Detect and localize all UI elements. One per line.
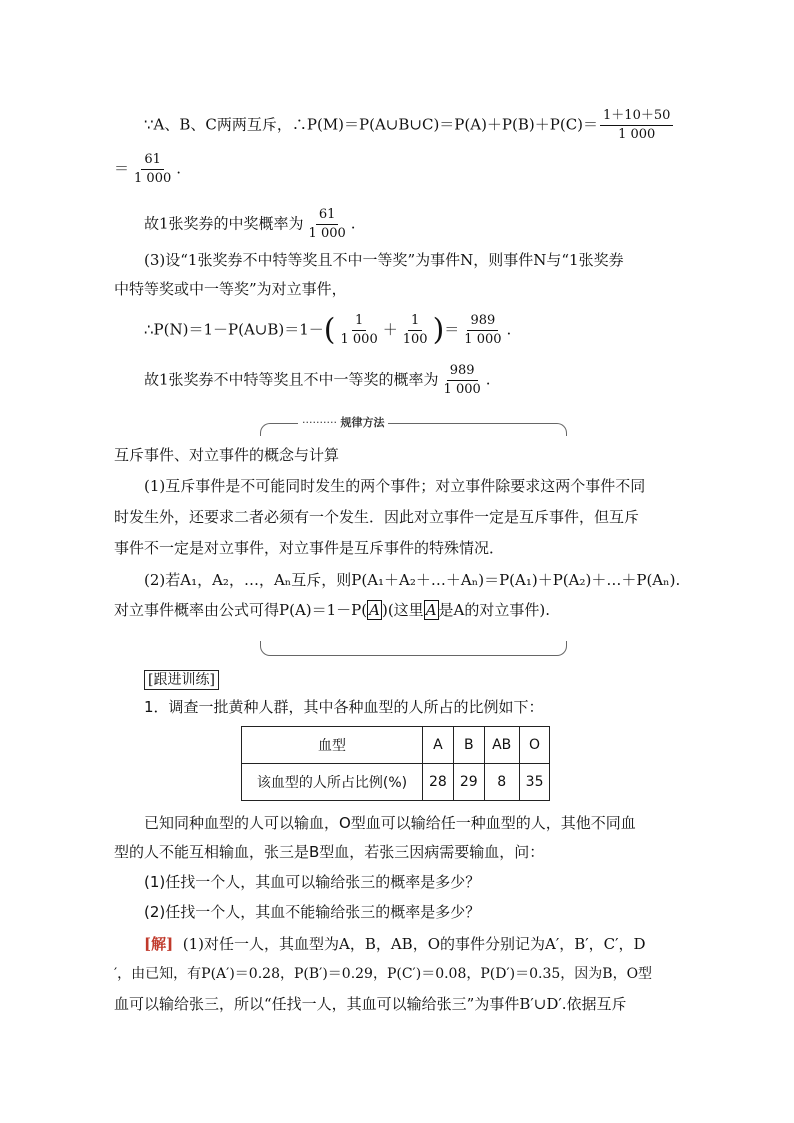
method-p1-line-3: 事件不一定是对立事件，对立事件是互斥事件的特殊情况． — [114, 539, 505, 557]
fraction-denominator: 1 000 — [443, 382, 481, 397]
equals-sign: ＝ — [114, 159, 130, 178]
complement-a-box: A — [369, 601, 380, 619]
fraction-1-100 — [400, 313, 431, 348]
fraction-denominator: 1 000 — [340, 332, 378, 347]
solution-line-6 — [144, 313, 511, 348]
question-1-part-a: (1)任找一个人，其血可以输给张三的概率是多少？ — [144, 873, 481, 891]
solution-line-3 — [144, 207, 356, 242]
solution-line-6-text: ∴P(N)＝1－P(A∪B)＝1－ — [144, 320, 324, 339]
fraction-numerator: 1 — [408, 313, 422, 331]
solution-line-1-text: ∵A、B、C两两互斥，∴P(M)＝P(A∪B∪C)＝P(A)＋P(B)＋P(C)＝ — [144, 115, 599, 134]
fraction-denominator: 1 000 — [464, 332, 502, 347]
complement-a-box: A — [425, 601, 437, 619]
method-box-bottom-border — [260, 641, 567, 656]
fraction-61-sum — [600, 108, 673, 143]
method-p1-line-1: (1)互斥事件是不可能同时发生的两个事件；对立事件除要求这两个事件不同 — [144, 477, 646, 495]
answer-line-1 — [144, 934, 646, 954]
method-p1-line-2: 时发生外，还要求二者必须有一个发生．因此对立事件一定是互斥事件，但互斥 — [114, 508, 640, 526]
method-box-title-label: 规律方法 — [340, 416, 385, 429]
answer-tag: [解] — [144, 935, 174, 953]
solution-line-3-text: 故1张奖券的中奖概率为 — [144, 214, 304, 233]
fraction-win-probability — [306, 207, 349, 242]
answer-line-3: 血可以输给张三，所以“任找一人，其血可以输给张三”为事件B′∪D′.依据互斥 — [114, 995, 627, 1013]
question-1-line-2: 已知同种血型的人可以输血，O型血可以输给任一种血型的人，其他不同血 — [144, 814, 636, 832]
table-cell: 该血型的人所占比例(%) — [242, 764, 423, 801]
fraction-denominator: 1 000 — [134, 171, 172, 186]
table-header-cell: B — [453, 727, 484, 764]
fraction-numerator: 61 — [141, 152, 164, 170]
formula-text: 对立事件概率由公式可得P(A)＝1－P( — [114, 601, 368, 619]
left-paren: ( — [323, 312, 336, 348]
table-header-cell: AB — [484, 727, 519, 764]
solution-line-7-text: 故1张奖券不中特等奖且不中一等奖的概率为 — [144, 370, 439, 389]
formula-text: 是A的对立事件). — [438, 601, 550, 619]
method-p2-line-2 — [114, 600, 550, 620]
table-cell: 29 — [453, 764, 484, 801]
method-title: 互斥事件、对立事件的概念与计算 — [114, 446, 340, 464]
table-cell: 8 — [484, 764, 519, 801]
dots-decoration: ·········· — [302, 416, 337, 429]
fraction-denominator: 1 000 — [308, 226, 346, 241]
fraction-denominator: 100 — [402, 332, 428, 347]
solution-line-7 — [144, 363, 491, 398]
plus-sign: ＋ — [382, 320, 398, 339]
fraction-no-prize-probability — [441, 363, 484, 398]
table-header-cell: O — [519, 727, 550, 764]
fraction-denominator: 1 000 — [618, 127, 656, 142]
fraction-989-1000 — [461, 313, 504, 348]
method-p2-line-1: (2)若A₁，A₂，…，Aₙ互斥，则P(A₁＋A₂＋…＋Aₙ)＝P(A₁)＋P(A₂)＋…＋P(Aₙ). — [144, 571, 681, 589]
period: . — [350, 214, 356, 233]
table-row — [242, 727, 550, 764]
table-cell: 28 — [423, 764, 454, 801]
fraction-numerator: 1 — [352, 313, 366, 331]
question-1: 1．调查一批黄种人群，其中各种血型的人所占的比例如下： — [144, 698, 544, 716]
table-header-cell: 血型 — [242, 727, 423, 764]
table-cell: 35 — [519, 764, 550, 801]
question-1-part-b: (2)任找一个人，其血不能输给张三的概率是多少？ — [144, 903, 481, 921]
fraction-numerator: 989 — [467, 313, 498, 331]
right-paren: ) — [432, 312, 445, 348]
solution-line-2 — [114, 152, 181, 187]
period: . — [506, 320, 512, 339]
equals-sign: ＝ — [444, 320, 460, 339]
period: . — [485, 370, 491, 389]
question-1-line-3: 型的人不能互相输血，张三是B型血，若张三因病需要输血，问： — [114, 843, 545, 861]
fraction-numerator: 1＋10＋50 — [600, 108, 673, 126]
practice-tag: [跟进训练] — [144, 670, 219, 690]
answer-line-1-text: (1)对任一人，其血型为A，B，AB，O的事件分别记为A′，B′，C′，D — [182, 935, 646, 953]
blood-type-table — [241, 726, 550, 801]
fraction-1-1000 — [338, 313, 381, 348]
solution-line-1 — [144, 108, 675, 143]
solution-line-5: 中特等奖或中一等奖”为对立事件， — [114, 280, 347, 298]
fraction-numerator: 989 — [447, 363, 478, 381]
method-box-label — [298, 414, 388, 430]
table-row — [242, 764, 550, 801]
answer-line-2: ′，由已知，有P(A′)＝0.28，P(B′)＝0.29，P(C′)＝0.08，P(D′)＝0.35，因为B，O型 — [114, 966, 653, 982]
fraction-61-1000 — [131, 152, 174, 187]
period: . — [176, 159, 182, 178]
fraction-numerator: 61 — [316, 207, 339, 225]
table-header-cell: A — [423, 727, 454, 764]
solution-line-4: (3)设“1张奖券不中特等奖且不中一等奖”为事件N，则事件N与“1张奖券 — [144, 251, 624, 269]
formula-text: )(这里 — [381, 601, 424, 619]
